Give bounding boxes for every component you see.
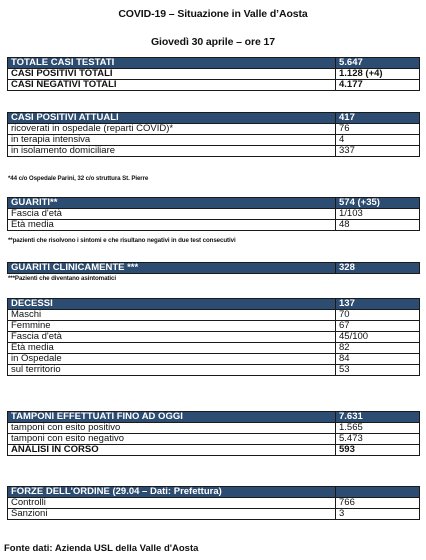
row-value: 53	[336, 365, 420, 376]
table-row-header	[8, 198, 420, 209]
table-row	[8, 434, 420, 445]
table-row	[8, 423, 420, 434]
row-value: 1.565	[336, 423, 420, 434]
table-row	[8, 354, 420, 365]
table-row-header	[8, 113, 420, 124]
row-value: 67	[336, 321, 420, 332]
table-row	[8, 509, 420, 520]
row-value: 766	[336, 498, 420, 509]
row-label: Sanzioni	[8, 509, 336, 520]
table-row-header	[8, 487, 420, 498]
table-tamponi	[7, 411, 420, 456]
row-label: Età media	[8, 220, 336, 231]
table-row	[8, 332, 420, 343]
row-label: Fascia d'età	[8, 209, 336, 220]
page-date: Giovedì 30 aprile – ore 17	[150, 36, 276, 48]
row-value: 574 (+35)	[336, 198, 420, 209]
row-label: CASI POSITIVI TOTALI	[8, 69, 336, 80]
footnote-casi-positivi: *44 c/o Ospedale Parini, 32 c/o struttura St. Pierre	[8, 175, 149, 182]
table-row-header	[8, 58, 420, 69]
row-value: 1/103	[336, 209, 420, 220]
row-label: TAMPONI EFFETTUATI FINO AD OGGI	[8, 412, 336, 423]
row-label: GUARITI CLINICAMENTE ***	[8, 263, 336, 274]
row-label: sul territorio	[8, 365, 336, 376]
row-label: CASI POSITIVI ATTUALI	[8, 113, 336, 124]
table-row-header	[8, 412, 420, 423]
row-label: TOTALE CASI TESTATI	[8, 58, 336, 69]
table-forze-ordine	[7, 486, 420, 520]
row-label: ANALISI IN CORSO	[8, 445, 336, 456]
row-value: 82	[336, 343, 420, 354]
row-value: 1.128 (+4)	[336, 69, 420, 80]
table-row	[8, 445, 420, 456]
row-label: Femmine	[8, 321, 336, 332]
row-label: Maschi	[8, 310, 336, 321]
table-row	[8, 365, 420, 376]
table-row-header	[8, 299, 420, 310]
table-row	[8, 310, 420, 321]
table-row	[8, 124, 420, 135]
row-value: 593	[336, 445, 420, 456]
table-row	[8, 80, 420, 91]
row-value: 4.177	[336, 80, 420, 91]
row-value: 3	[336, 509, 420, 520]
row-value: 45/100	[336, 332, 420, 343]
table-row	[8, 343, 420, 354]
row-label: DECESSI	[8, 299, 336, 310]
table-casi-positivi-attuali	[7, 112, 420, 157]
row-label: Fascia d'età	[8, 332, 336, 343]
row-label: in terapia intensiva	[8, 135, 336, 146]
row-value: 5.473	[336, 434, 420, 445]
table-row-header	[8, 263, 420, 274]
row-value: 417	[336, 113, 420, 124]
footnote-guariti-clinicamente: ***Pazienti che diventano asintomatici	[8, 275, 116, 282]
row-value: 48	[336, 220, 420, 231]
row-value	[336, 487, 420, 498]
row-value: 337	[336, 146, 420, 157]
table-row	[8, 69, 420, 80]
row-label: CASI NEGATIVI TOTALI	[8, 80, 336, 91]
table-guariti	[7, 197, 420, 231]
row-value: 328	[336, 263, 420, 274]
row-label: Età media	[8, 343, 336, 354]
row-label: in Ospedale	[8, 354, 336, 365]
table-guariti-clinicamente	[7, 262, 420, 274]
row-label: Controlli	[8, 498, 336, 509]
table-row	[8, 146, 420, 157]
row-label: tamponi con esito negativo	[8, 434, 336, 445]
row-label: tamponi con esito positivo	[8, 423, 336, 434]
row-label: in isolamento domiciliare	[8, 146, 336, 157]
source-footer: Fonte dati: Azienda USL della Valle d'Aosta	[4, 543, 199, 554]
table-row	[8, 321, 420, 332]
table-row	[8, 498, 420, 509]
table-row	[8, 209, 420, 220]
table-row	[8, 135, 420, 146]
page-title: COVID-19 – Situazione in Valle d’Aosta	[118, 8, 308, 20]
row-value: 5.647	[336, 58, 420, 69]
table-row	[8, 220, 420, 231]
table-decessi	[7, 298, 420, 376]
row-value: 7.631	[336, 412, 420, 423]
row-label: GUARITI**	[8, 198, 336, 209]
row-label: FORZE DELL'ORDINE (29.04 – Dati: Prefettura)	[8, 487, 336, 498]
row-value: 70	[336, 310, 420, 321]
row-value: 137	[336, 299, 420, 310]
row-value: 84	[336, 354, 420, 365]
row-value: 76	[336, 124, 420, 135]
row-value: 4	[336, 135, 420, 146]
table-casi-testati	[7, 57, 420, 91]
footnote-guariti: **pazienti che risolvono i sintomi e che risultano negativi in due test consecutivi	[8, 237, 236, 244]
row-label: ricoverati in ospedale (reparti COVID)*	[8, 124, 336, 135]
